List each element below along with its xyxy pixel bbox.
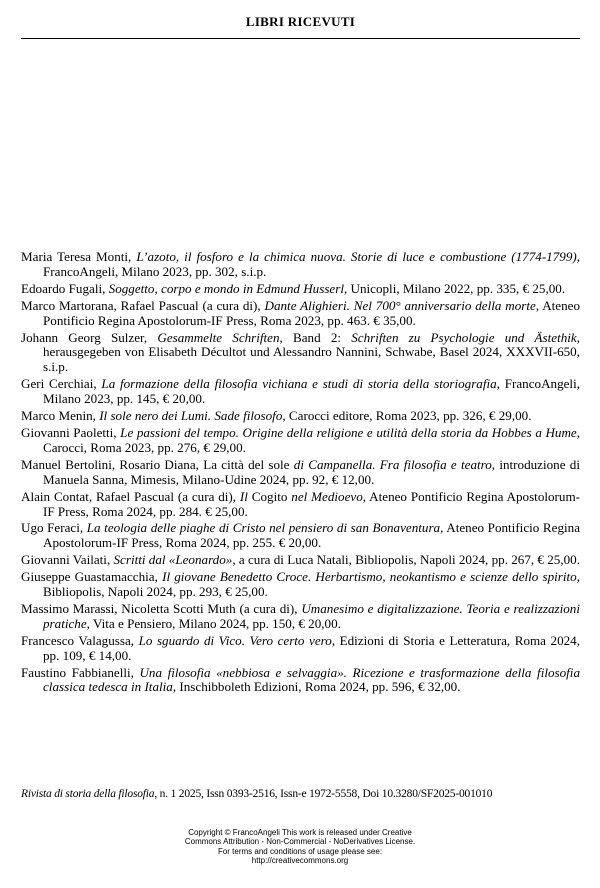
book-authors: Giuseppe Guastamacchia, [21, 569, 163, 585]
book-details: , Bibliopolis, Napoli 2024, pp. 293, € 25,00. [43, 569, 580, 600]
book-entry [21, 634, 580, 664]
book-authors: Giovanni Paoletti, [21, 424, 121, 440]
book-entry [21, 409, 580, 424]
journal-details: , n. 1 2025, Issn 0393-2516, Issn-e 1972-5558, Doi 10.3280/SF2025-001010 [154, 788, 493, 800]
book-authors: Geri Cerchiai, [21, 376, 102, 392]
book-title: La teologia delle piaghe di Cristo nel pensiero di san Bonaventura [86, 520, 441, 536]
book-details: , a cura di Luca Natali, Bibliopolis, Napoli 2024, pp. 267, € 25,00. [232, 552, 580, 568]
terms-line: For terms and conditions of usage please see: [217, 846, 383, 856]
book-authors: Edoardo Fugali, [21, 280, 109, 296]
book-details: , Edizioni di Storia e Letteratura, Roma 2024, pp. 109, € 14,00. [43, 632, 580, 663]
book-title: Una filosofia «nebbiosa e selvaggia». Ricezione e trasformazione della filosofia classica tedesca in Italia [43, 664, 580, 695]
book-entry [21, 570, 580, 600]
book-title: Lo sguardo di Vico. Vero certo vero [138, 632, 332, 648]
book-title-roman: Cogito [251, 488, 288, 504]
book-authors: Johann Georg Sulzer, [21, 329, 158, 345]
received-books-list [21, 250, 580, 697]
book-authors: Francesco Valagussa, [21, 632, 139, 648]
journal-name: Rivista di storia della filosofia [21, 788, 155, 800]
book-details: , introduzione di Manuela Sanna, Mimesis, Milano-Udine 2024, pp. 92, € 12,00. [43, 456, 580, 487]
book-entry [21, 553, 580, 568]
book-authors: Manuel Bertolini, Rosario Diana, La città del sole [21, 456, 294, 472]
book-details: , Carocci, Roma 2023, pp. 276, € 29,00. [43, 424, 581, 455]
license-line: Commons Attribution - Non-Commercial - NoDerivatives License. [184, 837, 416, 847]
book-details: , Unicopli, Milano 2022, pp. 335, € 25,00. [343, 280, 566, 296]
book-authors: Maria Teresa Monti, [21, 249, 137, 264]
book-subtitle: Schriften zu Psychologie und Ästethik [351, 329, 577, 345]
book-entry [21, 250, 580, 280]
book-authors: Massimo Marassi, Nicoletta Scotti Muth (a cura di), [21, 600, 302, 616]
book-entry [21, 282, 580, 297]
book-authors: Ugo Feraci, [21, 520, 87, 536]
book-title: Umanesimo e digitalizzazione. Teoria e realizzazioni pratiche [43, 600, 580, 631]
book-title: Il [239, 488, 252, 504]
book-entry [21, 426, 580, 456]
book-details: , FrancoAngeli, Milano 2023, pp. 145, € 20,00. [43, 376, 580, 407]
book-title: L’azoto, il fosforo e la chimica nuova. Storie di luce e combustione (1774-1799) [136, 249, 577, 264]
book-entry [21, 521, 580, 551]
book-title: Soggetto, corpo e mondo in Edmund Husserl [108, 280, 344, 296]
book-details: , Carocci editore, Roma 2023, pp. 326, € 29,00. [282, 408, 532, 424]
book-details: , Ateneo Pontificio Regina Apostolorum-IF Press, Roma 2024, pp. 255. € 20,00. [43, 520, 581, 551]
header-divider [21, 38, 580, 39]
book-title-end: nel Medioevo [287, 488, 363, 504]
book-title: di Campanella. Fra filosofia e teatro [293, 456, 492, 472]
book-entry [21, 458, 580, 488]
book-volume: , Band 2: [279, 329, 352, 345]
book-authors: Faustino Fabbianelli, [21, 664, 140, 680]
book-details: , Ateneo Pontificio Regina Apostolorum-IF Press, Roma 2024, pp. 284. € 25,00. [43, 488, 581, 519]
book-authors: Marco Menin, [21, 408, 100, 424]
book-title: Scritti dal «Leonardo» [113, 552, 233, 568]
journal-citation [21, 788, 600, 800]
book-details: , Ateneo Pontificio Regina Apostolorum-IF Press, Roma 2023, pp. 463. € 35,00. [43, 297, 581, 328]
book-details: , herausgegeben von Elisabeth Décultot und Alessandro Nannini, Schwabe, Basel 2024, XXXVII-650, s.i.p. [43, 329, 580, 375]
book-title: Il sole nero dei Lumi. Sade filosofo [99, 408, 283, 424]
book-entry [21, 377, 580, 407]
book-title: Le passioni del tempo. Origine della religione e utilità della storia da Hobbes a Hume [120, 424, 577, 440]
book-entry [21, 331, 580, 376]
book-details: , FrancoAngeli, Milano 2023, pp. 302, s.i.p. [43, 249, 581, 279]
book-details: , Vita e Pensiero, Milano 2024, pp. 150, € 20,00. [86, 615, 341, 631]
license-url: http://creativecommons.org [251, 855, 349, 865]
book-title: Dante Alighieri. Nel 700° anniversario della morte [264, 297, 536, 313]
book-entry [21, 490, 580, 520]
book-details: , Inschibboleth Edizioni, Roma 2024, pp. 596, € 32,00. [172, 679, 461, 695]
section-title: LIBRI RICEVUTI [245, 14, 356, 29]
book-authors: Giovanni Vailati, [21, 552, 114, 568]
book-entry [21, 602, 580, 632]
book-title: Gesammelte Schriften [157, 329, 280, 345]
book-authors: Alain Contat, Rafael Pascual (a cura di), [21, 488, 240, 504]
book-title: La formazione della filosofia vichiana e studi di storia della storiografia [101, 376, 497, 392]
copyright-notice [0, 828, 600, 865]
book-title: Il giovane Benedetto Croce. Herbartismo, neokantismo e scienze dello spirito [162, 569, 577, 585]
copyright-line: Copyright © FrancoAngeli This work is released under Creative [188, 828, 412, 837]
book-entry [21, 299, 580, 329]
book-entry [21, 666, 580, 696]
book-authors: Marco Martorana, Rafael Pascual (a cura di), [21, 297, 265, 313]
